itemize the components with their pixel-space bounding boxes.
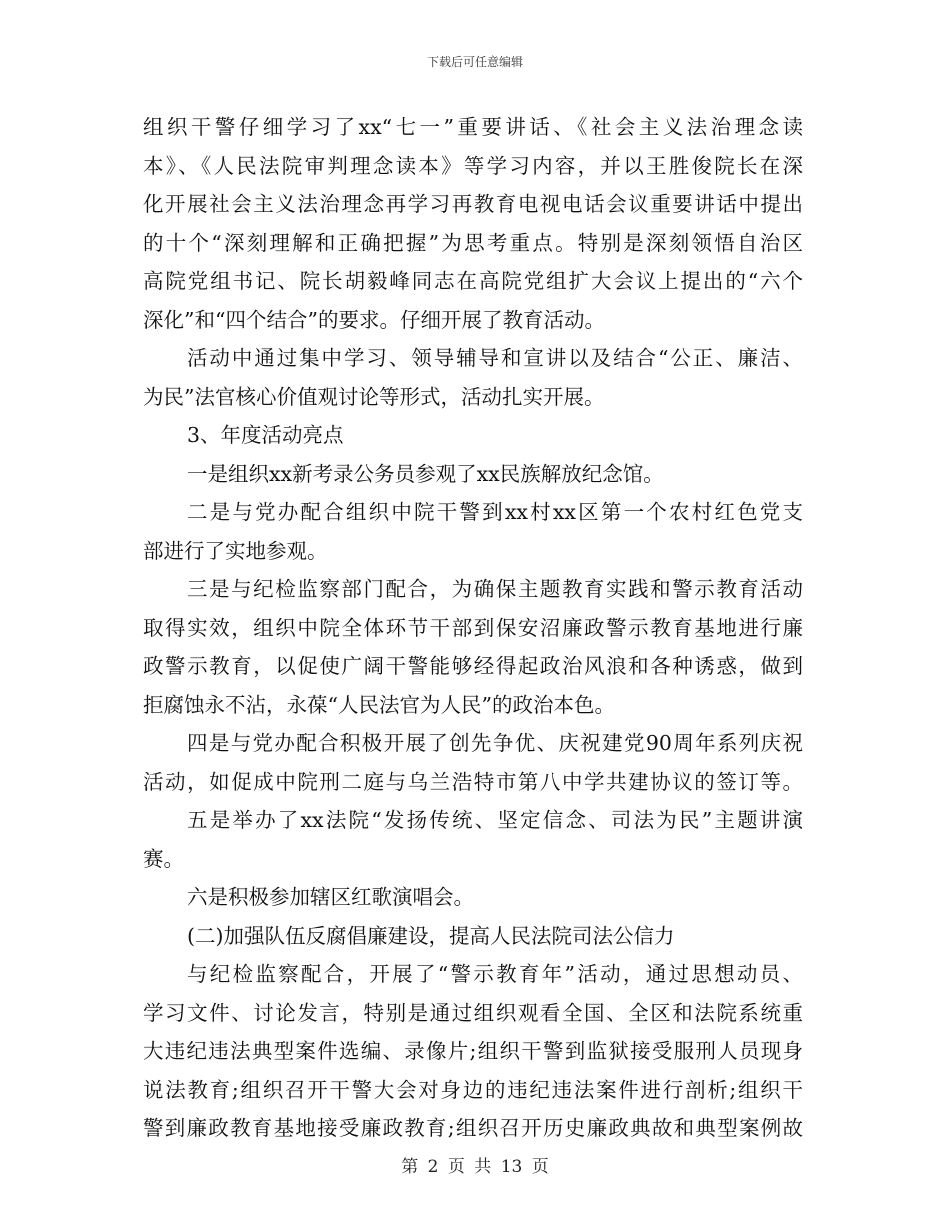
text-line: 活动中通过集中学习、领导辅导和宣讲以及结合“公正、廉洁、: [187, 346, 803, 370]
text-line: 学习文件、讨论发言，特别是通过组织观看全国、全区和法院系统重: [143, 1000, 803, 1025]
text-line: 取得实效，组织中院全体环节干部到保安沼廉政警示教育基地进行廉: [143, 615, 803, 640]
text-line: 赛。: [143, 846, 184, 871]
text-line: 部进行了实地参观。: [143, 538, 328, 563]
text-line: 政警示教育，以促使广阔干警能够经得起政治风浪和各种诱惑，做到: [143, 654, 803, 678]
text-line: 说法教育;组织召开干警大会对身边的违纪违法案件进行剖析;组织干: [143, 1077, 803, 1102]
text-line: 的十个“深刻理解和正确把握”为思考重点。特别是深刻领悟自治区: [143, 230, 803, 255]
page-number-footer: 第 2 页 共 13 页: [401, 1157, 549, 1177]
text-line: 3、年度活动亮点: [187, 423, 344, 447]
text-line: 为民”法官核心价值观讨论等形式，活动扎实开展。: [143, 384, 605, 409]
text-line: 组织干警仔细学习了xx“七一”重要讲话、《社会主义法治理念读: [143, 115, 803, 139]
text-line: 五是举办了xx法院“发扬传统、坚定信念、司法为民”主题讲演: [187, 808, 803, 832]
text-line: 四是与党办配合积极开展了创先争优、庆祝建党90周年系列庆祝: [187, 731, 803, 755]
text-line: 拒腐蚀永不沾，永葆“人民法官为人民”的政治本色。: [143, 692, 615, 717]
text-line: 警到廉政教育基地接受廉政教育;组织召开历史廉政典故和典型案例故: [143, 1116, 803, 1140]
document-body: [143, 108, 803, 1148]
text-line: 本》、《人民法院审判理念读本》等学习内容，并以王胜俊院长在深: [143, 153, 803, 178]
text-line: 二是与党办配合组织中院干警到xx村xx区第一个农村红色党支: [187, 500, 803, 524]
text-line: 深化”和“四个结合”的要求。仔细开展了教育活动。: [143, 307, 605, 332]
text-line: 化开展社会主义法治理念再学习再教育电视电话会议重要讲话中提出: [143, 192, 803, 216]
text-line: 大违纪违法典型案件选编、录像片;组织干警到监狱接受服刑人员现身: [143, 1039, 803, 1063]
text-line: 六是积极参加辖区红歌演唱会。: [187, 885, 474, 909]
header-note: 下载后可任意编辑: [426, 55, 523, 69]
text-line: 与纪检监察配合，开展了“警示教育年”活动，通过思想动员、: [187, 962, 803, 986]
text-line: 三是与纪检监察部门配合，为确保主题教育实践和警示教育活动: [187, 577, 803, 601]
text-line: 活动，如促成中院刑二庭与乌兰浩特市第八中学共建协议的签订等。: [143, 769, 803, 794]
text-line: 一是组织xx新考录公务员参观了xx民族解放纪念馆。: [187, 461, 664, 486]
text-line: (二)加强队伍反腐倡廉建设，提高人民法院司法公信力: [187, 923, 675, 948]
text-line: 高院党组书记、院长胡毅峰同志在高院党组扩大会议上提出的“六个: [143, 269, 803, 293]
